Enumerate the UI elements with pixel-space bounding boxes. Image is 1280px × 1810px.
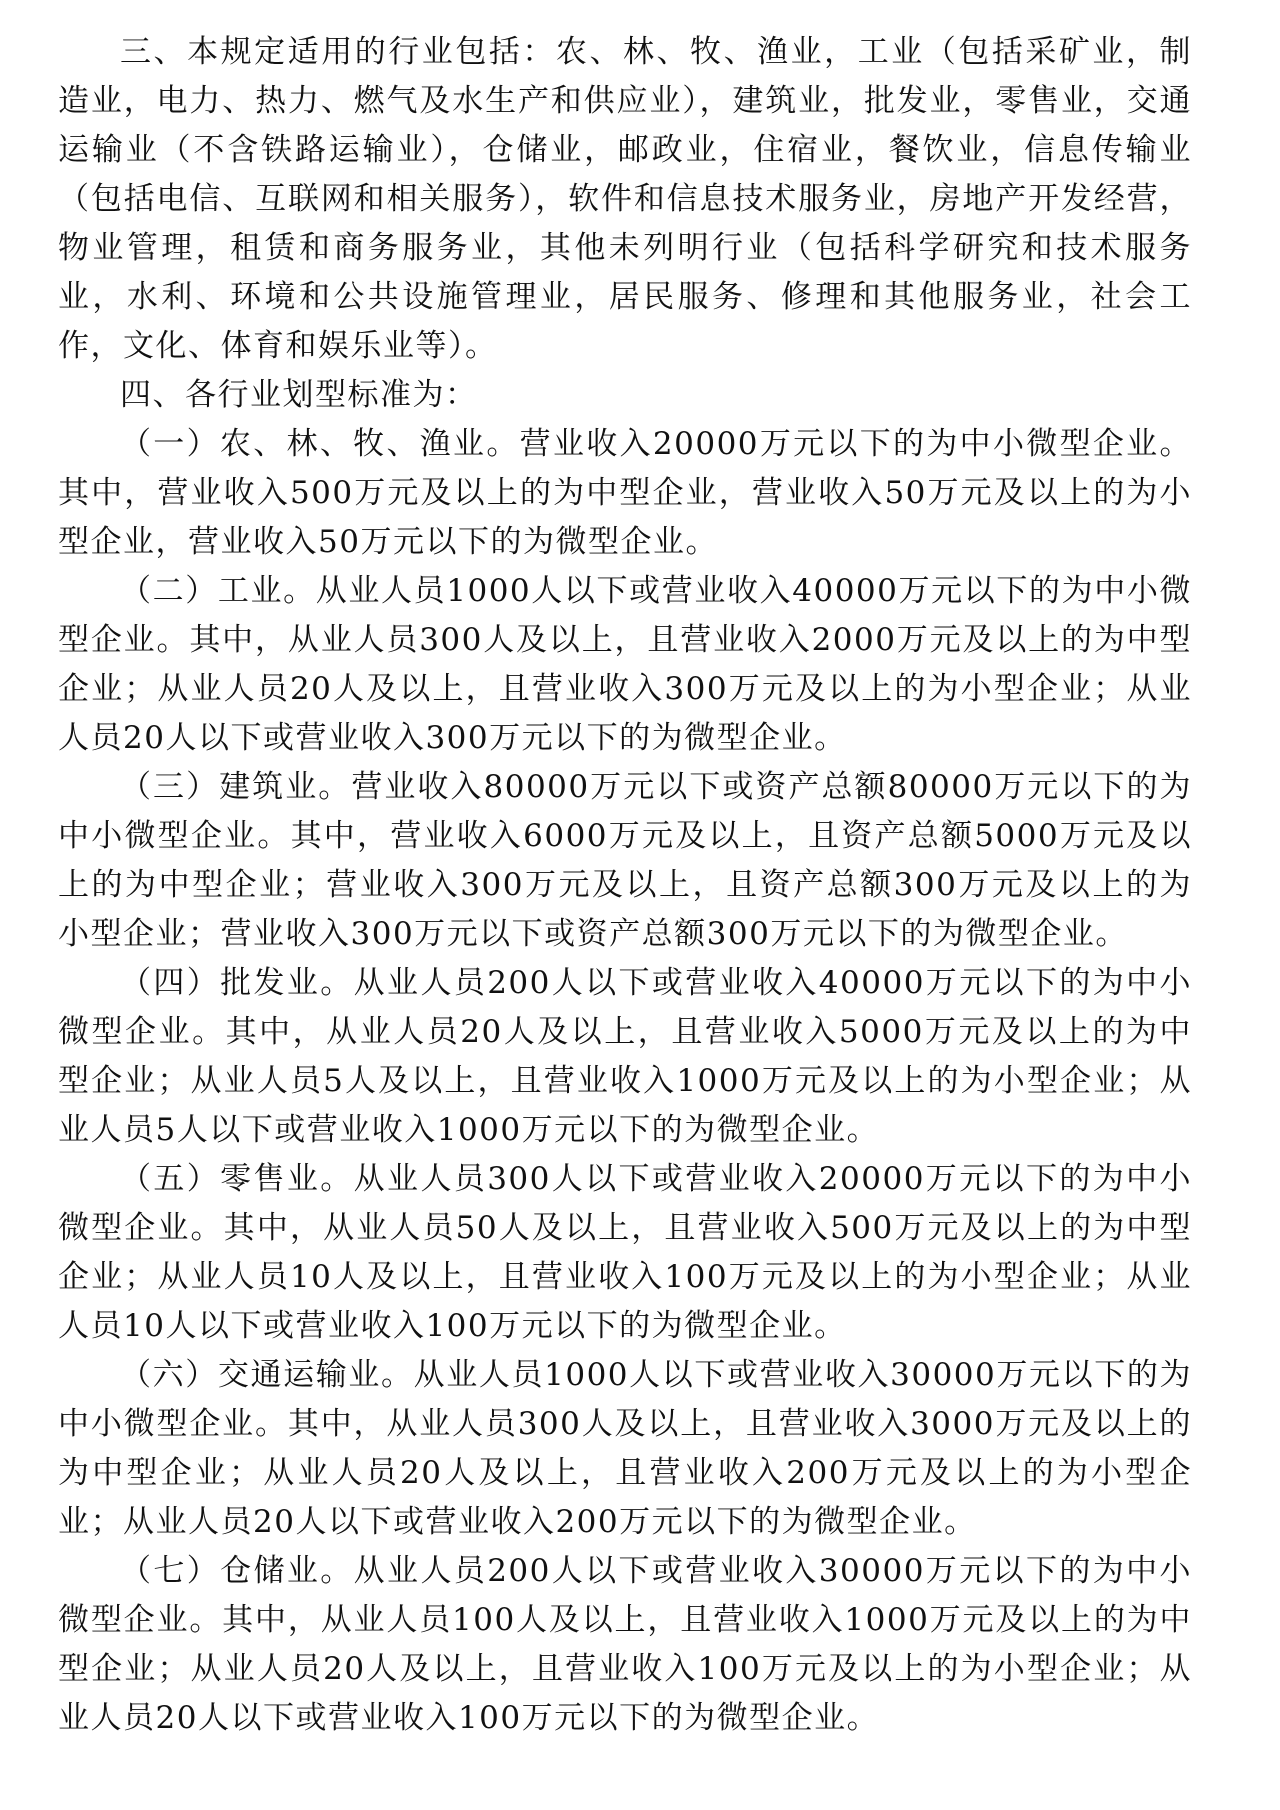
paragraph-construction: （三）建筑业。营业收入80000万元以下或资产总额80000万元以下的为中小微型企业。其中，营业收入6000万元及以上，且资产总额5000万元及以上的为中型企业；营业收入300万元及以上，且资产总额300万元及以上的为小型企业；营业收入300万元以下或资产总额300万元以下的为微型企业。: [58, 769, 1192, 952]
paragraph-agriculture: （一）农、林、牧、渔业。营业收入20000万元以下的为中小微型企业。其中，营业收入500万元及以上的为中型企业，营业收入50万元及以上的为小型企业，营业收入50万元以下的为微型企业。: [58, 426, 1192, 560]
paragraph-retail: （五）零售业。从业人员300人以下或营业收入20000万元以下的为中小微型企业。其中，从业人员50人及以上，且营业收入500万元及以上的为中型企业；从业人员10人及以上，且营业收入100万元及以上的为小型企业；从业人员10人以下或营业收入100万元以下的为微型企业。: [58, 1161, 1192, 1344]
paragraph-warehousing: （七）仓储业。从业人员200人以下或营业收入30000万元以下的为中小微型企业。其中，从业人员100人及以上，且营业收入1000万元及以上的为中型企业；从业人员20人及以上，且营业收入100万元及以上的为小型企业；从业人员20人以下或营业收入100万元以下的为微型企业。: [58, 1553, 1192, 1736]
paragraph-classification-heading: 四、各行业划型标准为：: [120, 377, 478, 413]
paragraph-applicable-industries: 三、本规定适用的行业包括：农、林、牧、渔业，工业（包括采矿业，制造业，电力、热力、燃气及水生产和供应业），建筑业，批发业，零售业，交通运输业（不含铁路运输业），仓储业，邮政业，住宿业，餐饮业，信息传输业（包括电信、互联网和相关服务），软件和信息技术服务业，房地产开发经营，物业管理，租赁和商务服务业，其他未列明行业（包括科学研究和技术服务业，水利、环境和公共设施管理业，居民服务、修理和其他服务业，社会工作，文化、体育和娱乐业等）。: [58, 34, 1192, 364]
paragraph-transportation: （六）交通运输业。从业人员1000人以下或营业收入30000万元以下的为中小微型企业。其中，从业人员300人及以上，且营业收入3000万元及以上的为中型企业；从业人员20人及以上，且营业收入200万元及以上的为小型企业；从业人员20人以下或营业收入200万元以下的为微型企业。: [58, 1357, 1192, 1540]
paragraph-wholesale: （四）批发业。从业人员200人以下或营业收入40000万元以下的为中小微型企业。其中，从业人员20人及以上，且营业收入5000万元及以上的为中型企业；从业人员5人及以上，且营业收入1000万元及以上的为小型企业；从业人员5人以下或营业收入1000万元以下的为微型企业。: [58, 965, 1192, 1148]
paragraph-industry: （二）工业。从业人员1000人以下或营业收入40000万元以下的为中小微型企业。其中，从业人员300人及以上，且营业收入2000万元及以上的为中型企业；从业人员20人及以上，且营业收入300万元及以上的为小型企业；从业人员20人以下或营业收入300万元以下的为微型企业。: [58, 573, 1192, 756]
document-page: [58, 28, 1192, 1743]
